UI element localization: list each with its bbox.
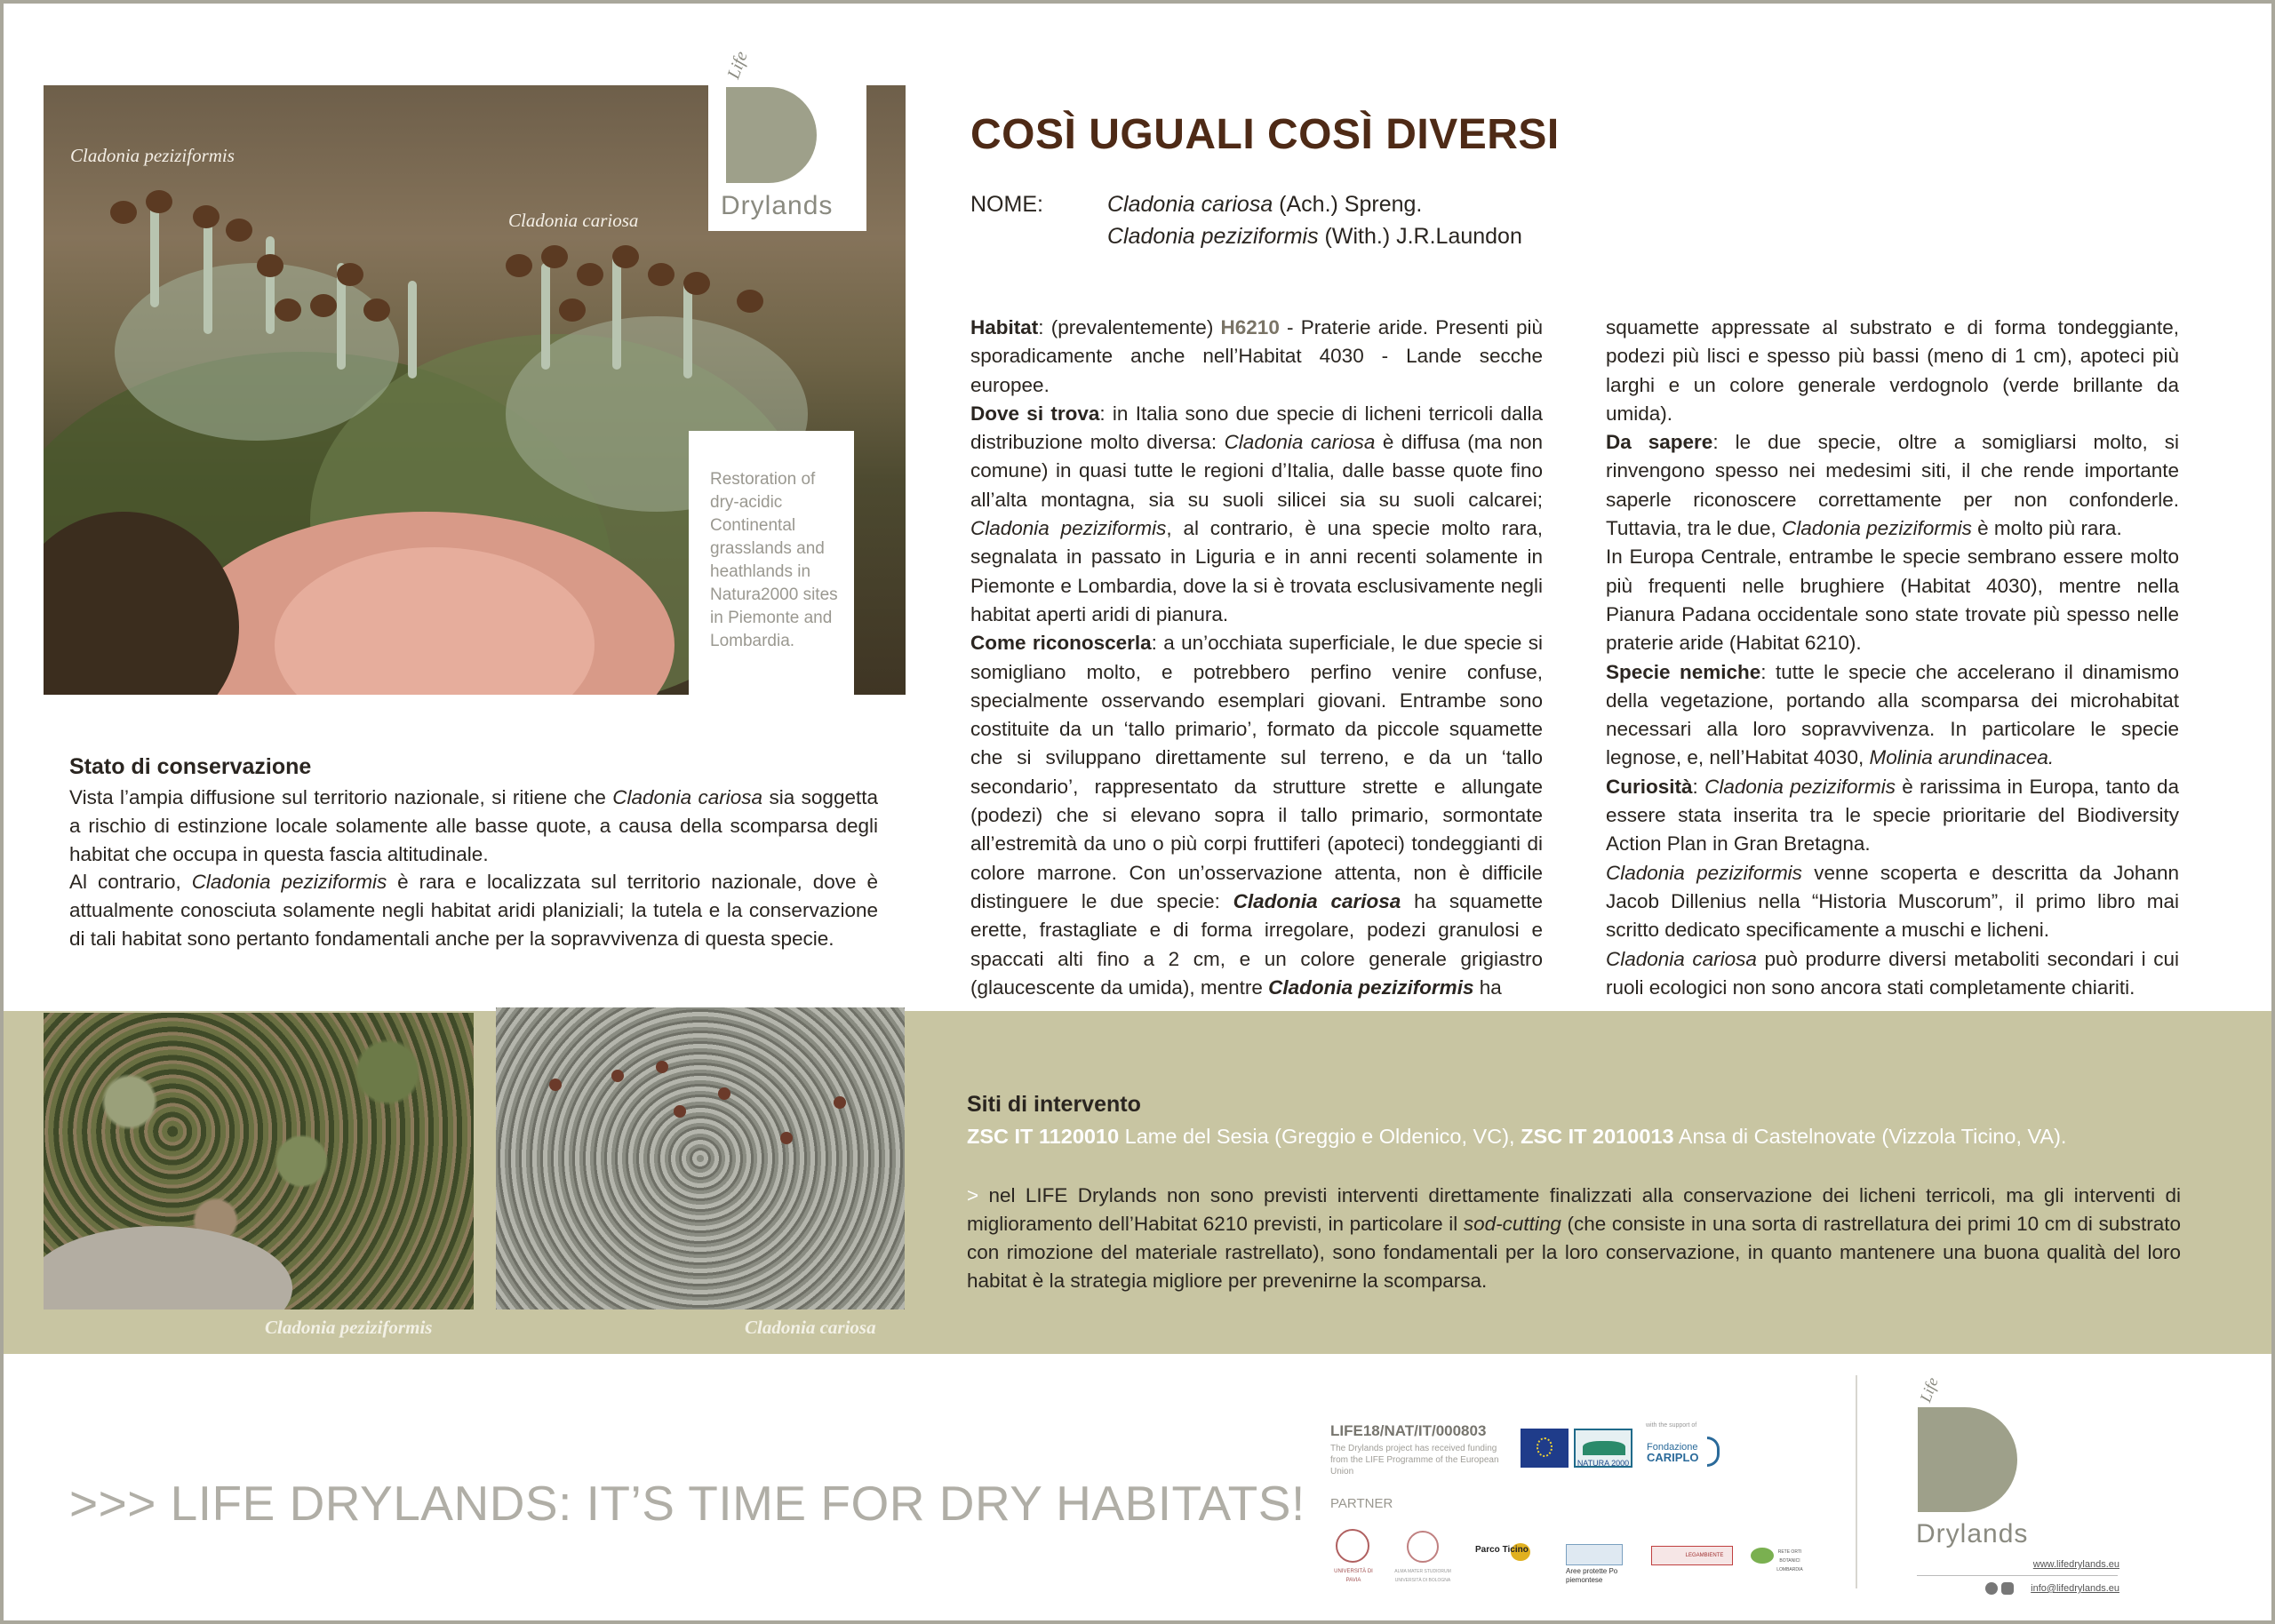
- intervention-text: > nel LIFE Drylands non sono previsti interventi direttamente finalizzati alla conservazione dei licheni terricoli, ma gli interventi di miglioramento dell’Habitat 6210 previsti, in particolare il sod-cutting (che consiste in una sorta di rastrellatura dei primi 10 cm di substrato con rimozione del materiale rastrellato), sono fondamentali per la loro conservazione, in quanto mantenere una buona qualità del loro habitat è la strategia migliore per prevenirne la scomparsa.: [967, 1184, 2181, 1292]
- website-link[interactable]: www.lifedrylands.eu: [2032, 1559, 2119, 1570]
- facebook-icon[interactable]: [1985, 1582, 1998, 1595]
- fondazione-label: Fondazione: [1647, 1442, 1698, 1453]
- photo-caption-peziziformis: Cladonia peziziformis: [70, 145, 235, 166]
- conservation-text: Vista l’ampia diffusione sul territorio nazionale, si ritiene che Cladonia cariosa sia soggetta a rischio di estinzione locale solamente alle basse quote, a causa della scomparsa degli habitat che occupa in questa fascia altitudinale. Al contrario, Cladonia peziziformis è rara e localizzata sul territorio nazionale, dove è attualmente conosciuta solamente negli habitat aridi planiziali; la tutela e la conservazione di tali habitat sono pertanto fondamentali anche per la sopravvivenza di questa specie.: [69, 786, 878, 950]
- project-description-text: Restoration of dry-acidic Continental grasslands and heathlands in Natura2000 sites in Piemonte and Lombardia.: [710, 470, 838, 650]
- partner-legambiente: LEGAMBIENTE: [1685, 1553, 1724, 1558]
- text-column-2: squamette appressate al substrato e di forma tondeggiante, podezi più lisci e spesso più bassi (meno di 1 cm), apoteci più larghi e un colore generale verdognolo (verde brillante da umida). Da sapere: le due specie, oltre a somigliarsi molto, si rinvengono spesso nei medesimi siti, il che rende importante saperle riconoscere correttamente per non confonderle. Tuttavia, tra le due, Cladonia peziziformis è molto più rara. In Europa Centrale, entrambe le specie sembrano essere molto più frequenti nelle brughiere (Habitat 4030), mentre nella Pianura Padana occidentale sono state trovate più spesso nelle praterie aride (Habitat 6210). Specie nemiche: tutte le specie che accelerano il dinamismo della vegetazione, portando alla scomparsa dei microhabitat necessari alla loro sopravvivenza. In particolare le specie legnose, e, nell’Habitat 4030, Molinia arundinacea. Curiosità: Cladonia peziziformis è rarissima in Europa, tanto da essere stata inserita tra le specie prioritarie del Biodiversity Action Plan in Gran Bretagna. Cladonia peziziformis venne scoperta e descritta da Johann Jacob Dillenius nella “Historia Muscorum”, il primo libro mai scritto dedicato specificamente a muschi e licheni. Cladonia cariosa può produrre diversi metaboliti secondari i cui ruoli ecologici non sono ancora stati completamente chiariti.: [1606, 316, 2179, 999]
- footer-logo-life-text: Life: [1916, 1374, 1942, 1405]
- photo-peziziformis: [44, 1013, 474, 1310]
- text-column-1: Habitat: (prevalentemente) H6210 - Praterie aride. Presenti più sporadicamente anche nell’Habitat 4030 - Lande secche europee. Dove si trova: in Italia sono due specie di licheni terricoli dalla distribuzione molto diversa: Cladonia cariosa è diffusa (ma non comune) in quasi tutte le regioni d’Italia, dalle basse quote fino all’alta montagna, sia su suoli silicei sia su suoli calcarei; Cladonia peziziformis, al contrario, è una specie molto rara, segnalata in passato in Liguria e in anni recenti solamente in Piemonte e Lombardia, dove la si è trovata esclusivamente negli habitat aperti aridi di pianura. Come riconoscerla: a un’occhiata superficiale, le due specie si somigliano molto, e potrebbero perfino venire confuse, specialmente osservando esemplari giovani. Entrambe sono costituite da un ‘tallo primario’, formato da piccole squamette che si sviluppano direttamente sul terreno, e da un ‘tallo secondario’, rappresentato da strutture strette e allungate (podezi) che si elevano sopra il tallo primario, sormontate all’estremità da uno o più corpi fruttiferi (apoteci) tondeggianti di colore marrone. Con un’osservazione attenta, non è difficile distinguere le due specie: Cladonia cariosa ha squamette erette, frastagliate e di forma irregolare, podezi granulosi e spaccati alti fino a 2 cm, e un colore generale grigiastro (glaucescente da umida), mentre Cladonia peziziformis ha: [970, 316, 1543, 999]
- footer-logo-rule: [1917, 1575, 2118, 1576]
- cariplo-label: CARIPLO: [1647, 1451, 1699, 1464]
- footer-divider: [1856, 1375, 1857, 1588]
- page-title: COSÌ UGUALI COSÌ DIVERSI: [970, 111, 1560, 158]
- project-code: LIFE18/NAT/IT/000803: [1330, 1422, 1487, 1439]
- caption-small-cariosa: Cladonia cariosa: [745, 1317, 876, 1338]
- caption-small-peziziformis: Cladonia peziziformis: [265, 1317, 433, 1338]
- logo-name-text: Drylands: [721, 191, 834, 220]
- natura-2000-label: NATURA 2000: [1577, 1459, 1630, 1468]
- instagram-icon[interactable]: [2001, 1582, 2014, 1595]
- species-name-1: Cladonia cariosa (Ach.) Spreng.: [1107, 192, 1423, 217]
- orti-botanici-logo-icon: [1751, 1548, 1774, 1564]
- logo-life-text: Life: [723, 48, 752, 82]
- sites-title: Siti di intervento: [967, 1092, 1141, 1117]
- footer-logo-name-text: Drylands: [1916, 1519, 2029, 1548]
- project-funding-note: The Drylands project has received funding from the LIFE Programme of the European Union: [1330, 1444, 1499, 1477]
- partner-orti-botanici: RETE ORTI BOTANICI LOMBARDIA: [1776, 1549, 1803, 1572]
- email-link[interactable]: info@lifedrylands.eu: [2031, 1583, 2119, 1594]
- unibo-logo-icon: [1407, 1531, 1439, 1563]
- eu-flag-icon: [1521, 1429, 1569, 1468]
- partner-label: PARTNER: [1330, 1496, 1393, 1511]
- nome-label: NOME:: [970, 192, 1043, 217]
- po-piemontese-logo-icon: [1566, 1544, 1623, 1565]
- partner-po-piemontese: Aree protette Po piemontese: [1566, 1567, 1618, 1584]
- unipavia-logo-icon: [1336, 1529, 1369, 1563]
- slogan: >>> LIFE DRYLANDS: IT’S TIME FOR DRY HABITATS!: [69, 1476, 1305, 1531]
- species-name-2: Cladonia peziziformis (With.) J.R.Laundon: [1107, 224, 1522, 249]
- photo-caption-cariosa: Cladonia cariosa: [508, 210, 639, 231]
- partner-unipavia: UNIVERSITÀ DI PAVIA: [1334, 1569, 1373, 1583]
- sites-list: ZSC IT 1120010 Lame del Sesia (Greggio e Oldenico, VC), ZSC IT 2010013 Ansa di Castelnovate (Vizzola Ticino, VA).: [967, 1125, 2067, 1148]
- partner-unibo: ALMA MATER STUDIORUM UNIVERSITÀ DI BOLOGNA: [1394, 1569, 1451, 1583]
- support-note: with the support of: [1646, 1422, 1697, 1429]
- partner-parco-ticino: Parco Ticino: [1475, 1545, 1529, 1555]
- photo-cariosa: [496, 1007, 905, 1310]
- conservation-title: Stato di conservazione: [69, 754, 312, 779]
